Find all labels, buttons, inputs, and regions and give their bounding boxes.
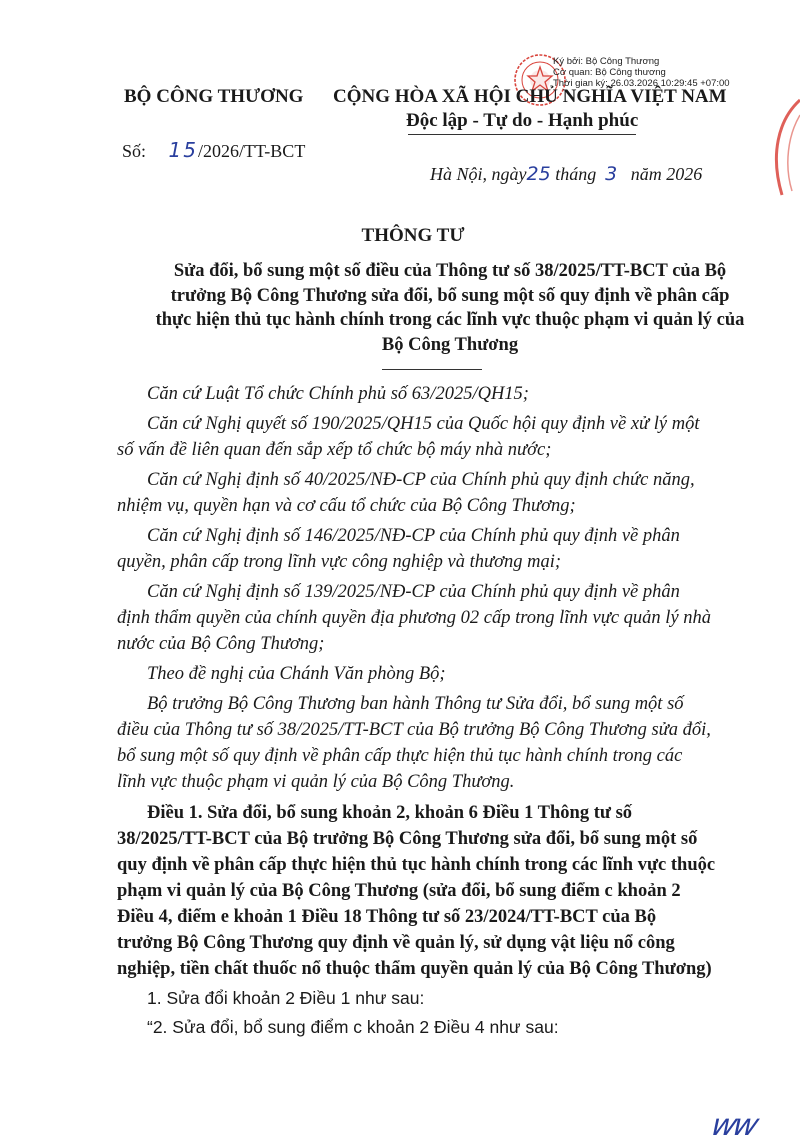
year-label: năm 2026	[630, 164, 703, 184]
basis-item: Căn cứ Nghị định số 40/2025/NĐ-CP của Chính phủ quy định chức năng, nhiệm vụ, quyền hạn và cơ cấu tổ chức của Bộ Công Thương;	[117, 470, 695, 516]
title-line-4: Bộ Công Thương	[381, 334, 519, 355]
signature-time: Thời gian ký: 26.03.2026 10:29:45 +07:00	[553, 78, 730, 89]
document-type: THÔNG TƯ	[361, 225, 465, 246]
month-label: tháng	[555, 164, 597, 184]
article-1: Điều 1. Sửa đổi, bổ sung khoản 2, khoản 6 Điều 1 Thông tư số 38/2025/TT-BCT của Bộ trưởng Bộ Công Thương sửa đổi, bổ sung một số quy định về phân cấp thực hiện thủ tục hành chính trong các lĩnh vực thuộc phạm vi quản lý của Bộ Công Thương (sửa đổi, bổ sung điểm c khoản 2 Điều 4, điểm e khoản 1 Điều 18 Thông tư số 23/2024/TT-BCT của Bộ trưởng Bộ Công Thương quy định về quản lý, sử dụng vật liệu nổ công nghiệp, tiền chất thuốc nổ thuộc thẩm quyền quản lý của Bộ Công Thương)	[117, 803, 716, 979]
clause-2: “2. Sửa đổi, bổ sung điểm c khoản 2 Điều 4 như sau:	[147, 1017, 559, 1037]
title-separator	[382, 369, 482, 370]
number-handwritten: 15	[168, 138, 198, 162]
place-date	[430, 163, 702, 185]
number-label: Số:	[122, 141, 147, 161]
document-title	[117, 259, 783, 357]
title-line-2: trưởng Bộ Công Thương sửa đổi, bổ sung một số quy định về phân cấp	[170, 285, 730, 306]
country-name: CỘNG HÒA XÃ HỘI CHỦ NGHĨA VIỆT NAM	[333, 86, 727, 107]
signature-signer: Ký bởi: Bộ Công Thương	[553, 56, 660, 67]
number-suffix: /2026/TT-BCT	[197, 141, 306, 161]
basis-item: Căn cứ Luật Tổ chức Chính phủ số 63/2025/QH15;	[147, 384, 529, 404]
signature-info	[553, 56, 730, 89]
motto-underline	[408, 134, 636, 135]
place-date-prefix: Hà Nội, ngày	[430, 164, 527, 184]
title-line-3: thực hiện thủ tục hành chính trong các lĩnh vực thuộc phạm vi quản lý của	[155, 310, 745, 330]
title-line-1: Sửa đổi, bổ sung một số điều của Thông tư số 38/2025/TT-BCT của Bộ	[173, 261, 727, 281]
ministry-name: BỘ CÔNG THƯƠNG	[124, 86, 304, 107]
handwritten-initials: ww	[707, 1108, 760, 1143]
day-handwritten: 25	[526, 163, 551, 185]
basis-item: Bộ trưởng Bộ Công Thương ban hành Thông tư Sửa đổi, bổ sung một số điều của Thông tư số 38/2025/TT-BCT của Bộ trưởng Bộ Công Thương sửa đổi, bổ sung một số quy định về phân cấp thực hiện thủ tục hành chính trong các lĩnh vực thuộc phạm vi quản lý của Bộ Công Thương.	[117, 694, 711, 792]
basis-item: Căn cứ Nghị định số 146/2025/NĐ-CP của Chính phủ quy định về phân quyền, phân cấp trong lĩnh vực công nghiệp và thương mại;	[117, 526, 680, 572]
stamp-edge-right	[760, 95, 800, 215]
basis-item: Căn cứ Nghị quyết số 190/2025/QH15 của Quốc hội quy định về xử lý một số vấn đề liên quan đến sắp xếp tổ chức bộ máy nhà nước;	[117, 414, 700, 460]
legal-basis	[117, 381, 777, 795]
basis-item: Theo đề nghị của Chánh Văn phòng Bộ;	[147, 664, 446, 684]
basis-item: Căn cứ Nghị định số 139/2025/NĐ-CP của Chính phủ quy định về phân định thẩm quyền của chính quyền địa phương 02 cấp trong lĩnh vực quản lý nhà nước của Bộ Công Thương;	[117, 582, 712, 654]
signature-agency: Cơ quan: Bộ Công thương	[553, 67, 666, 78]
document-number	[122, 138, 305, 162]
national-motto: Độc lập - Tự do - Hạnh phúc	[406, 110, 639, 131]
month-handwritten: 3	[605, 163, 618, 185]
clause-1: 1. Sửa đổi khoản 2 Điều 1 như sau:	[147, 988, 425, 1008]
